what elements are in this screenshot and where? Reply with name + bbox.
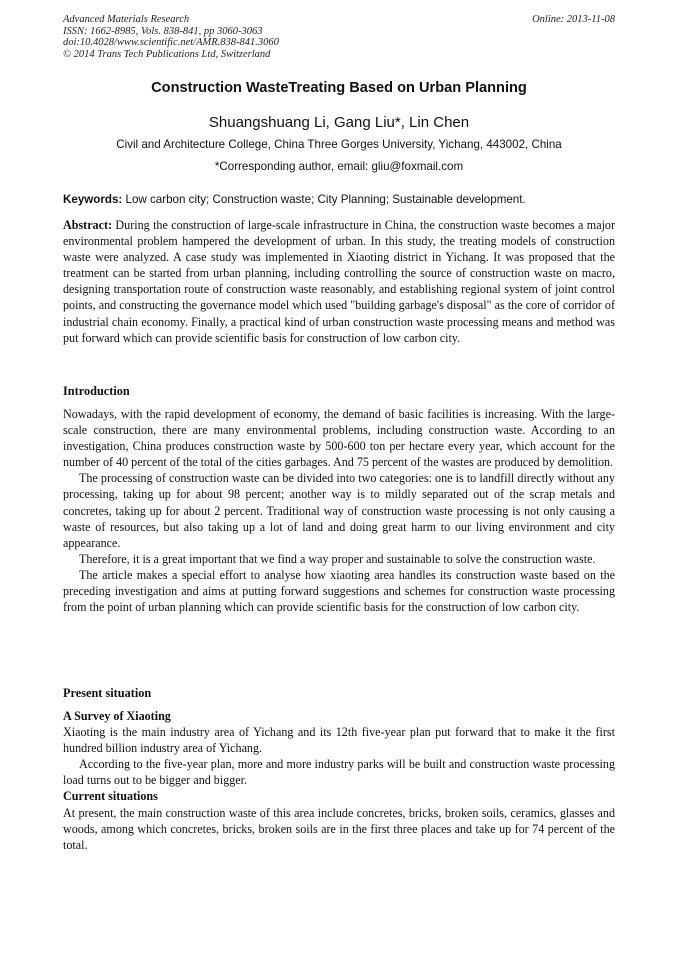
survey-paragraph: According to the five-year plan, more and more industry parks will be built and construction waste processing load turns out to be bigger and bigger.	[63, 757, 615, 788]
current-situations-paragraph: At present, the main construction waste of this area include concretes, bricks, broken soils, ceramics, glasses and woods, among which concretes, bricks, broken soils are in the first three places and take up for 74 percent of the total.	[63, 805, 615, 852]
present-situation-body	[63, 708, 615, 853]
issn-line: ISSN: 1662-8985, Vols. 838-841, pp 3060-3063	[63, 25, 263, 37]
intro-paragraph: Therefore, it is a great important that we find a way proper and sustainable to solve the construction waste.	[79, 551, 596, 566]
intro-paragraph: Nowadays, with the rapid development of economy, the demand of basic facilities is increasing. With the large-scale construction, there are many environmental problems, including construction waste. According to an investigation, China produces construction waste by 500-600 ton per hectare every year, which account for the number of 40 percent of the total of the cities garbages. And 75 percent of the wastes are produced by demolition.	[63, 407, 615, 470]
corresponding-author: *Corresponding author, email: gliu@foxmail.com	[214, 160, 464, 173]
survey-paragraph: Xiaoting is the main industry area of Yichang and its 12th five-year plan put forward that to make it the first hundred billion industry area of Yichang.	[63, 725, 615, 756]
keywords-text: Low carbon city; Construction waste; City Planning; Sustainable development.	[122, 193, 526, 206]
introduction-body	[63, 406, 615, 615]
survey-heading: A Survey of Xiaoting	[63, 709, 171, 723]
current-situations-heading: Current situations	[63, 789, 158, 804]
online-date: Online: 2013-11-08	[532, 14, 615, 25]
copyright-line: © 2014 Trans Tech Publications Ltd, Switzerland	[63, 48, 271, 60]
journal-name: Advanced Materials Research	[63, 14, 190, 25]
intro-paragraph: The processing of construction waste can be divided into two categories: one is to landfill directly without any processing, taking up for about 98 percent; another way is to mildly separated out of the scrap metals and concretes, taking up for about 2 percent. Traditional way of construction waste processing is not only causing a waste of resources, but also taking up a lot of land and doing great harm to our living environment and city appearance.	[63, 471, 615, 550]
intro-paragraph: The article makes a special effort to analyse how xiaoting area handles its construction waste based on the preceding investigation and aims at putting forward suggestions and schemes for construction waste processing from the point of urban planning which can provide scientific basis for the construction of low carbon city.	[63, 567, 615, 615]
abstract	[63, 217, 615, 346]
paper-title: Construction WasteTreating Based on Urban Planning	[151, 80, 527, 96]
keywords-label: Keywords:	[63, 193, 123, 206]
present-situation-heading: Present situation	[63, 686, 152, 700]
paper-authors: Shuangshuang Li, Gang Liu*, Lin Chen	[208, 114, 470, 131]
doi-line: doi:10.4028/www.scientific.net/AMR.838-841.3060	[63, 37, 279, 48]
affiliation: Civil and Architecture College, China Three Gorges University, Yichang, 443002, China	[116, 138, 562, 151]
abstract-label: Abstract:	[63, 218, 113, 232]
introduction-heading: Introduction	[63, 384, 130, 398]
keywords	[63, 193, 615, 206]
journal-header	[63, 14, 615, 60]
abstract-text: During the construction of large-scale infrastructure in China, the construction waste becomes a major environmental problem hampered the development of urban. In this study, the treating models of construction waste were analyzed. A case study was implemented in Xiaoting district in Yichang. It was proposed that the treatment can be started from urban planning, including controlling the source of construction waste on macro, designing transportation route of construction waste reasonably, and establishing regional system of joint control points, and constructing the governance model which used "building garbage's disposal" as the core of corridor of industrial chain economy. Finally, a practical kind of urban construction waste processing means and method was put forward which can provide scientific basis for construction of low carbon city.	[63, 218, 615, 345]
